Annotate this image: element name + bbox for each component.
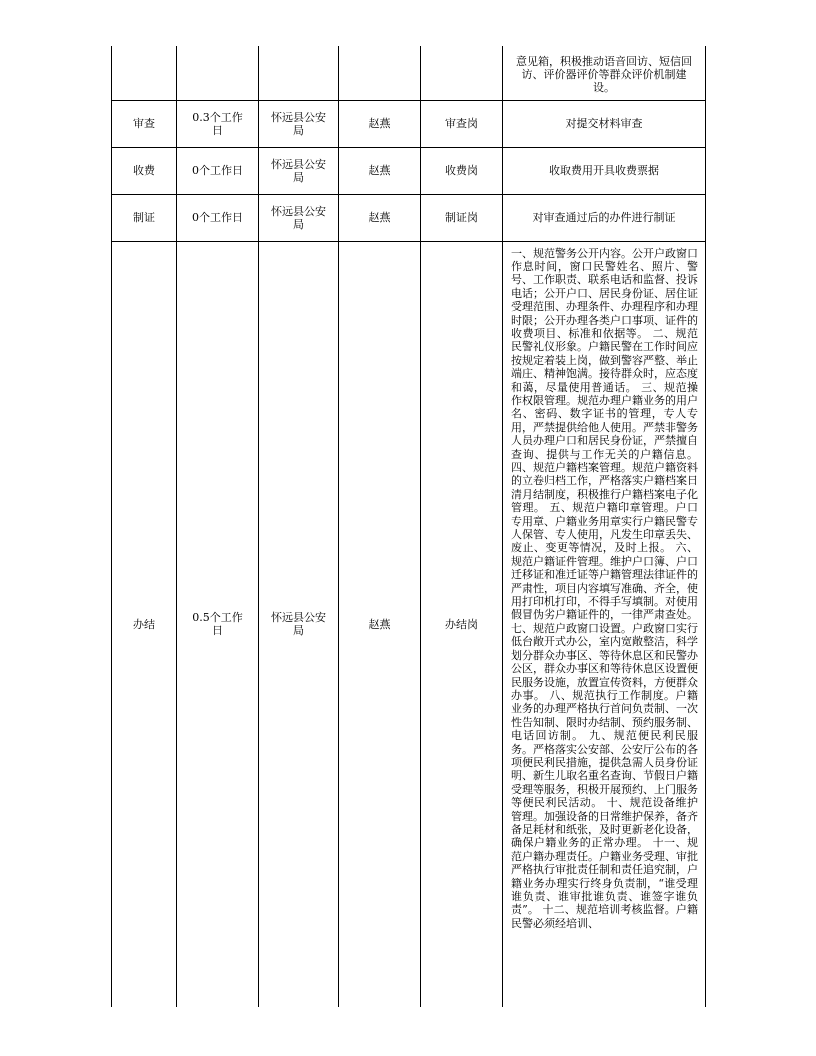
cell-person: 赵燕 — [339, 241, 421, 1007]
table-row-review — [112, 100, 706, 147]
cell-post: 审查岗 — [421, 100, 503, 147]
cell-person: 赵燕 — [339, 147, 421, 194]
cell-step: 办结 — [112, 241, 177, 1007]
cell-desc: 对提交材料审查 — [503, 100, 706, 147]
cell-desc: 对审查通过后的办件进行制证 — [503, 194, 706, 241]
cell-desc: 一、规范警务公开内容。公开户政窗口作息时间，窗口民警姓名、照片、警号、工作职责、联系电话和监督、投诉电话；公开户口、居民身份证、居住证受理范围、办理条件、办理程序和办理时限；公开办理各类户口事项、证件的收费项目、标准和依据等。 二、规范民警礼仪形象。户籍民警在工作时间应按规定着装上岗，做到警容严整、举止端庄、精神饱满。接待群众时，应态度和蔼，尽量使用普通话。 三、规范操作权限管理。规范办理户籍业务的用户名、密码、数字证书的管理，专人专用，严禁提供给他人使用。严禁非警务人员办理户口和居民身份证，严禁擅自查询、提供与工作无关的户籍信息。 四、规范户籍档案管理。规范户籍资料的立卷归档工作，严格落实户籍档案日清月结制度，积极推行户籍档案电子化管理。 五、规范户籍印章管理。户口专用章、户籍业务用章实行户籍民警专人保管、专人使用，凡发生印章丢失、废止、变更等情况，及时上报。 六、规范户籍证件管理。维护户口簿、户口迁移证和准迁证等户籍管理法律证件的严肃性，项目内容填写准确、齐全，使用打印机打印，不得手写填制。对使用假冒伪劣户籍证件的，一律严肃查处。 七、规范户政窗口设置。户政窗口实行低台敞开式办公，室内宽敞整洁，科学划分群众办事区、等待休息区和民警办公区，群众办事区和等待休息区设置便民服务设施，放置宣传资料，方便群众办事。 八、规范执行工作制度。户籍业务的办理严格执行首问负责制、一次性告知制、限时办结制、预约服务制、电话回访制。 九、规范便民利民服务。严格落实公安部、公安厅公布的各项便民利民措施，提供急需人员身份证明、新生儿取名重名查询、节假日户籍受理等服务，积极开展预约、上门服务等便民利民活动。 十、规范设备维护管理。加强设备的日常维护保养，备齐备足耗材和纸张，及时更新老化设备，确保户籍业务的正常办理。 十一、规范户籍办理责任。户籍业务受理、审批严格执行审批责任制和责任追究制，户籍业务办理实行终身负责制，“谁受理谁负责、谁审批谁负责、谁签字谁负责”。 十二、规范培训考核监督。户籍民警必须经培训、 — [503, 241, 706, 1007]
cell-dept: 怀远县公安局 — [259, 241, 339, 1007]
cell-time: 0.3个工作日 — [177, 100, 259, 147]
table-row-fee — [112, 147, 706, 194]
cell-person: 赵燕 — [339, 100, 421, 147]
cell-time: 0个工作日 — [177, 194, 259, 241]
cell-time: 0.5个工作日 — [177, 241, 259, 1007]
cell-dept: 怀远县公安局 — [259, 100, 339, 147]
cell-dept — [259, 46, 339, 100]
cell-time: 0个工作日 — [177, 147, 259, 194]
table-row-continued — [112, 46, 706, 100]
process-table — [111, 46, 706, 1007]
cell-desc: 意见箱，积极推动语音回访、短信回访、评价器评价等群众评价机制建设。 — [503, 46, 706, 100]
table-row-completion — [112, 241, 706, 1007]
cell-dept: 怀远县公安局 — [259, 194, 339, 241]
cell-post: 收费岗 — [421, 147, 503, 194]
cell-desc: 收取费用开具收费票据 — [503, 147, 706, 194]
cell-time — [177, 46, 259, 100]
cell-person — [339, 46, 421, 100]
cell-post — [421, 46, 503, 100]
cell-step: 制证 — [112, 194, 177, 241]
table-row-certificate — [112, 194, 706, 241]
cell-post: 办结岗 — [421, 241, 503, 1007]
cell-person: 赵燕 — [339, 194, 421, 241]
cell-step: 收费 — [112, 147, 177, 194]
cell-step — [112, 46, 177, 100]
cell-post: 制证岗 — [421, 194, 503, 241]
cell-step: 审查 — [112, 100, 177, 147]
cell-dept: 怀远县公安局 — [259, 147, 339, 194]
